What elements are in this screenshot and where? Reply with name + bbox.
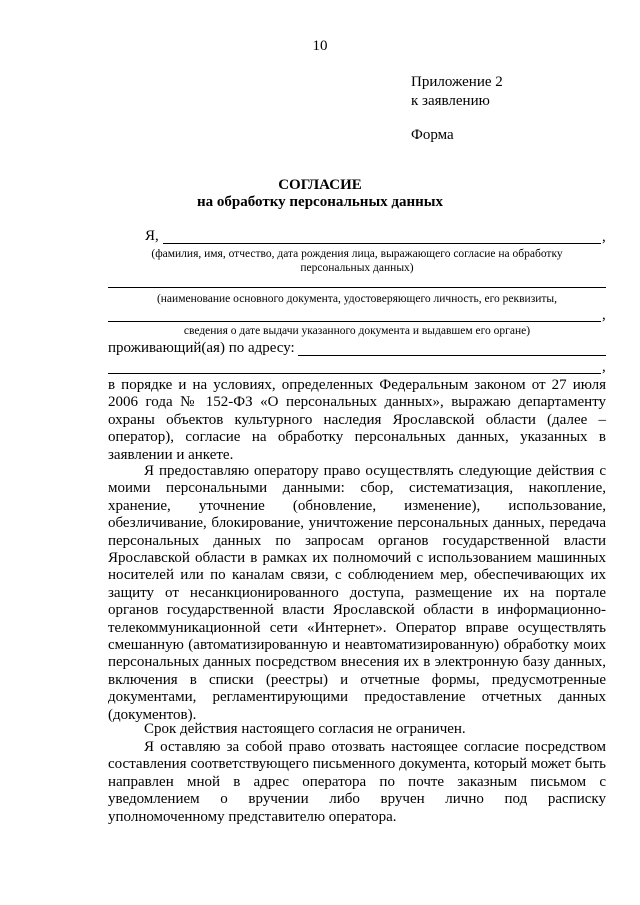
- paragraph-1: в порядке и на условиях, определенных Федеральным законом от 27 июля 2006 года № 152-ФЗ «О персональных данных», выражаю департаменту охраны объектов культурного наследия Ярославской области (далее – оператор), согласие на обработку персональных данных, указанных в заявлении и анкете.: [108, 377, 606, 463]
- document-subtitle: на обработку персональных данных: [197, 194, 443, 210]
- document-title: СОГЛАСИЕ: [278, 177, 362, 193]
- document-field-1[interactable]: [108, 287, 606, 288]
- document-hint: (наименование основного документа, удостоверяющего личность, его реквизиты,: [156, 293, 558, 305]
- name-hint-1: (фамилия, имя, отчество, дата рождения лица, выражающего согласие на обработку: [151, 248, 563, 260]
- name-field[interactable]: [163, 243, 601, 244]
- paragraph-2: Я предоставляю оператору право осуществлять следующие действия с моими персональными данными: сбор, систематизация, накопление, хранение, уточнение (обновление, изменение), использование, обезличивание, блокирование, уничтожение персональных данных, передача персональных данных по запросам органов государственной власти Ярославской области в рамках их полномочий с использованием машинных носителей или по каналам связи, с соблюдением мер, обеспечивающих их защиту от несанкционированного доступа, размещение их на портале органов государственной власти Ярославской области в информационно-телекоммуникационной сети «Интернет». Оператор вправе осуществлять смешанную (автоматизированную и неавтоматизированную) обработку моих персональных данных посредством внесения их в электронную базу данных, включения в списки (реестры) и отчетные формы, предусмотренные документами, регламентирующими предоставление отчетных данных (документов).: [108, 463, 606, 723]
- document-field-2[interactable]: [108, 321, 601, 322]
- appendix-line-1: Приложение 2: [411, 74, 503, 90]
- appendix-line-2: к заявлению: [411, 93, 490, 109]
- name-comma: ,: [602, 229, 606, 245]
- address-field-2[interactable]: [108, 373, 601, 374]
- i-label: Я,: [145, 228, 159, 244]
- form-label: Форма: [411, 127, 454, 143]
- appendix-header: [411, 73, 503, 111]
- address-comma: ,: [602, 359, 606, 375]
- page-number: 10: [312, 38, 328, 54]
- address-field-1[interactable]: [298, 355, 606, 356]
- document-hint-2: сведения о дате выдачи указанного документа и выдавшем его органе): [183, 325, 531, 337]
- paragraph-4: Я оставляю за собой право отозвать настоящее согласие посредством составления соответствующего письменного документа, который может быть направлен мной в адрес оператора по почте заказным письмом с уведомлением о вручении либо вручен лично под расписку уполномоченному представителю оператора.: [108, 739, 606, 825]
- address-label: проживающий(ая) по адресу:: [108, 340, 295, 356]
- document-comma: ,: [602, 307, 606, 323]
- name-hint-2: персональных данных): [300, 262, 414, 274]
- paragraph-3: Срок действия настоящего согласия не ограничен.: [144, 721, 466, 737]
